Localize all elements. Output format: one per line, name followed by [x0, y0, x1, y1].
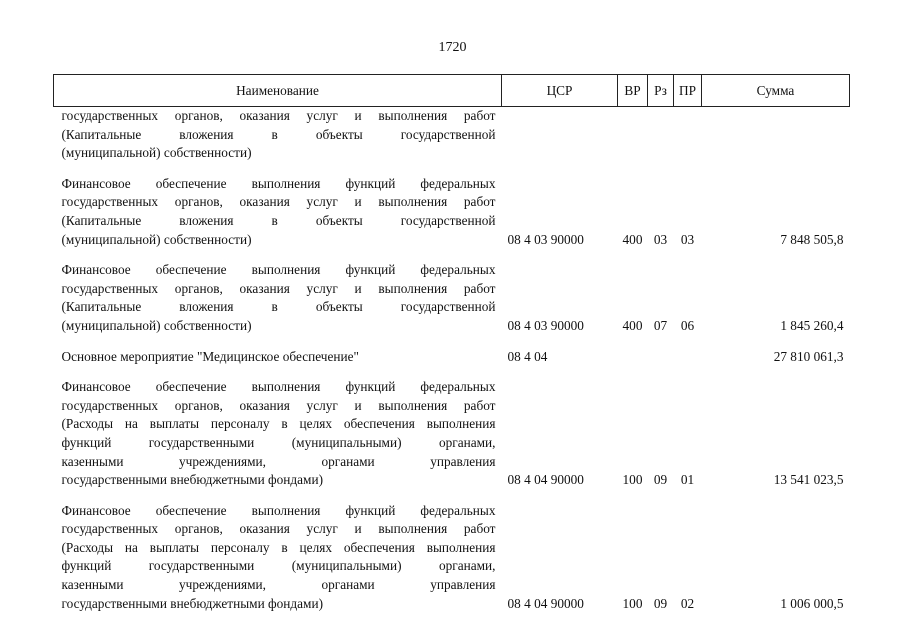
row-rz-cell: 09 [653, 472, 668, 488]
row-name-line: (Расходы на выплаты персоналу в целях обеспечения выполнения [61, 416, 496, 432]
row-name-line: государственных органов, оказания услуг и выполнения работ [61, 521, 496, 537]
row-sum-cell: 7 848 505,8 [780, 231, 844, 247]
row-name-line: функций государственными (муниципальными) органами, [61, 558, 496, 574]
row-name-line: казенными учреждениями, органами управления [61, 577, 496, 593]
table-header-row [54, 75, 850, 107]
row-sum-cell: 13 541 023,5 [773, 472, 844, 488]
table-row [54, 502, 850, 614]
row-rz-cell: 03 [653, 231, 668, 247]
row-name-line: (муниципальной) собственности) [61, 231, 252, 247]
row-name-line: государственными внебюджетными фондами) [61, 595, 324, 611]
row-spacer-cell [54, 163, 850, 175]
row-name-cell [54, 261, 502, 335]
row-sum-cell [702, 107, 850, 163]
row-name-line: Финансовое обеспечение выполнения функций федеральных [61, 175, 496, 191]
row-sum-cell: 1 845 260,4 [780, 317, 844, 333]
row-vr-cell: 100 [622, 472, 643, 488]
page-number: 1720 [438, 40, 467, 55]
table-row [54, 348, 850, 367]
header-sum: Сумма [702, 75, 850, 107]
row-name-cell [54, 502, 502, 614]
row-csr-cell [502, 107, 618, 163]
header-pr: ПР [674, 75, 702, 107]
row-name-line: Финансовое обеспечение выполнения функций федеральных [61, 262, 496, 278]
row-rz-cell [648, 348, 674, 367]
row-csr-cell: 08 4 04 [507, 348, 548, 364]
row-name-line: государственными внебюджетными фондами) [61, 472, 324, 488]
header-name: Наименование [54, 75, 502, 107]
row-csr-cell: 08 4 03 90000 [507, 317, 584, 333]
budget-table [53, 74, 850, 613]
row-name-line: (Капитальные вложения в объекты государственной [61, 126, 496, 142]
row-pr-cell: 01 [680, 472, 695, 488]
row-name-line: (Капитальные вложения в объекты государственной [61, 212, 496, 228]
row-spacer-cell [54, 490, 850, 502]
row-name-line: (муниципальной) собственности) [61, 145, 252, 161]
row-vr-cell [618, 348, 648, 367]
row-name-line: (муниципальной) собственности) [61, 317, 252, 333]
row-name-line: (Капитальные вложения в объекты государственной [61, 299, 496, 315]
table-body [54, 107, 850, 614]
row-name-cell [54, 378, 502, 490]
header-csr: ЦСР [502, 75, 618, 107]
row-name-line: казенными учреждениями, органами управления [61, 453, 496, 469]
row-vr-cell: 400 [622, 317, 643, 333]
row-sum-cell: 27 810 061,3 [773, 348, 844, 364]
row-spacer [54, 490, 850, 502]
row-pr-cell [674, 348, 702, 367]
row-csr-cell: 08 4 04 90000 [507, 595, 584, 611]
row-name-cell [54, 348, 502, 367]
row-name-line: функций государственными (муниципальными) органами, [61, 434, 496, 450]
row-spacer-cell [54, 336, 850, 348]
row-rz-cell: 09 [653, 595, 668, 611]
row-name-cell [54, 175, 502, 249]
row-name-line: Финансовое обеспечение выполнения функций федеральных [61, 379, 496, 395]
row-pr-cell: 06 [680, 317, 695, 333]
row-name-line: государственных органов, оказания услуг и выполнения работ [61, 280, 496, 296]
row-name-line: государственных органов, оказания услуг и выполнения работ [61, 108, 496, 123]
row-name-line: Основное мероприятие "Медицинское обеспечение" [61, 348, 359, 364]
row-name-cell [54, 107, 502, 163]
row-vr-cell: 100 [622, 595, 643, 611]
row-csr-cell: 08 4 03 90000 [507, 231, 584, 247]
row-pr-cell: 03 [680, 231, 695, 247]
row-rz-cell [648, 107, 674, 163]
row-name-line: (Расходы на выплаты персоналу в целях обеспечения выполнения [61, 539, 496, 555]
row-pr-cell [674, 107, 702, 163]
row-vr-cell [618, 107, 648, 163]
table-row [54, 175, 850, 249]
row-sum-cell: 1 006 000,5 [780, 595, 844, 611]
row-spacer [54, 336, 850, 348]
row-name-line: государственных органов, оказания услуг и выполнения работ [61, 194, 496, 210]
row-name-line: государственных органов, оказания услуг и выполнения работ [61, 397, 496, 413]
row-csr-cell: 08 4 04 90000 [507, 472, 584, 488]
row-spacer [54, 249, 850, 261]
table-row [54, 378, 850, 490]
row-spacer [54, 366, 850, 378]
table-row [54, 107, 850, 163]
header-vr: ВР [618, 75, 648, 107]
row-spacer-cell [54, 249, 850, 261]
row-name-line: Финансовое обеспечение выполнения функций федеральных [61, 502, 496, 518]
row-spacer [54, 163, 850, 175]
table-row [54, 261, 850, 335]
row-spacer-cell [54, 366, 850, 378]
row-rz-cell: 07 [653, 317, 668, 333]
header-rz: Рз [648, 75, 674, 107]
row-vr-cell: 400 [622, 231, 643, 247]
row-pr-cell: 02 [680, 595, 695, 611]
